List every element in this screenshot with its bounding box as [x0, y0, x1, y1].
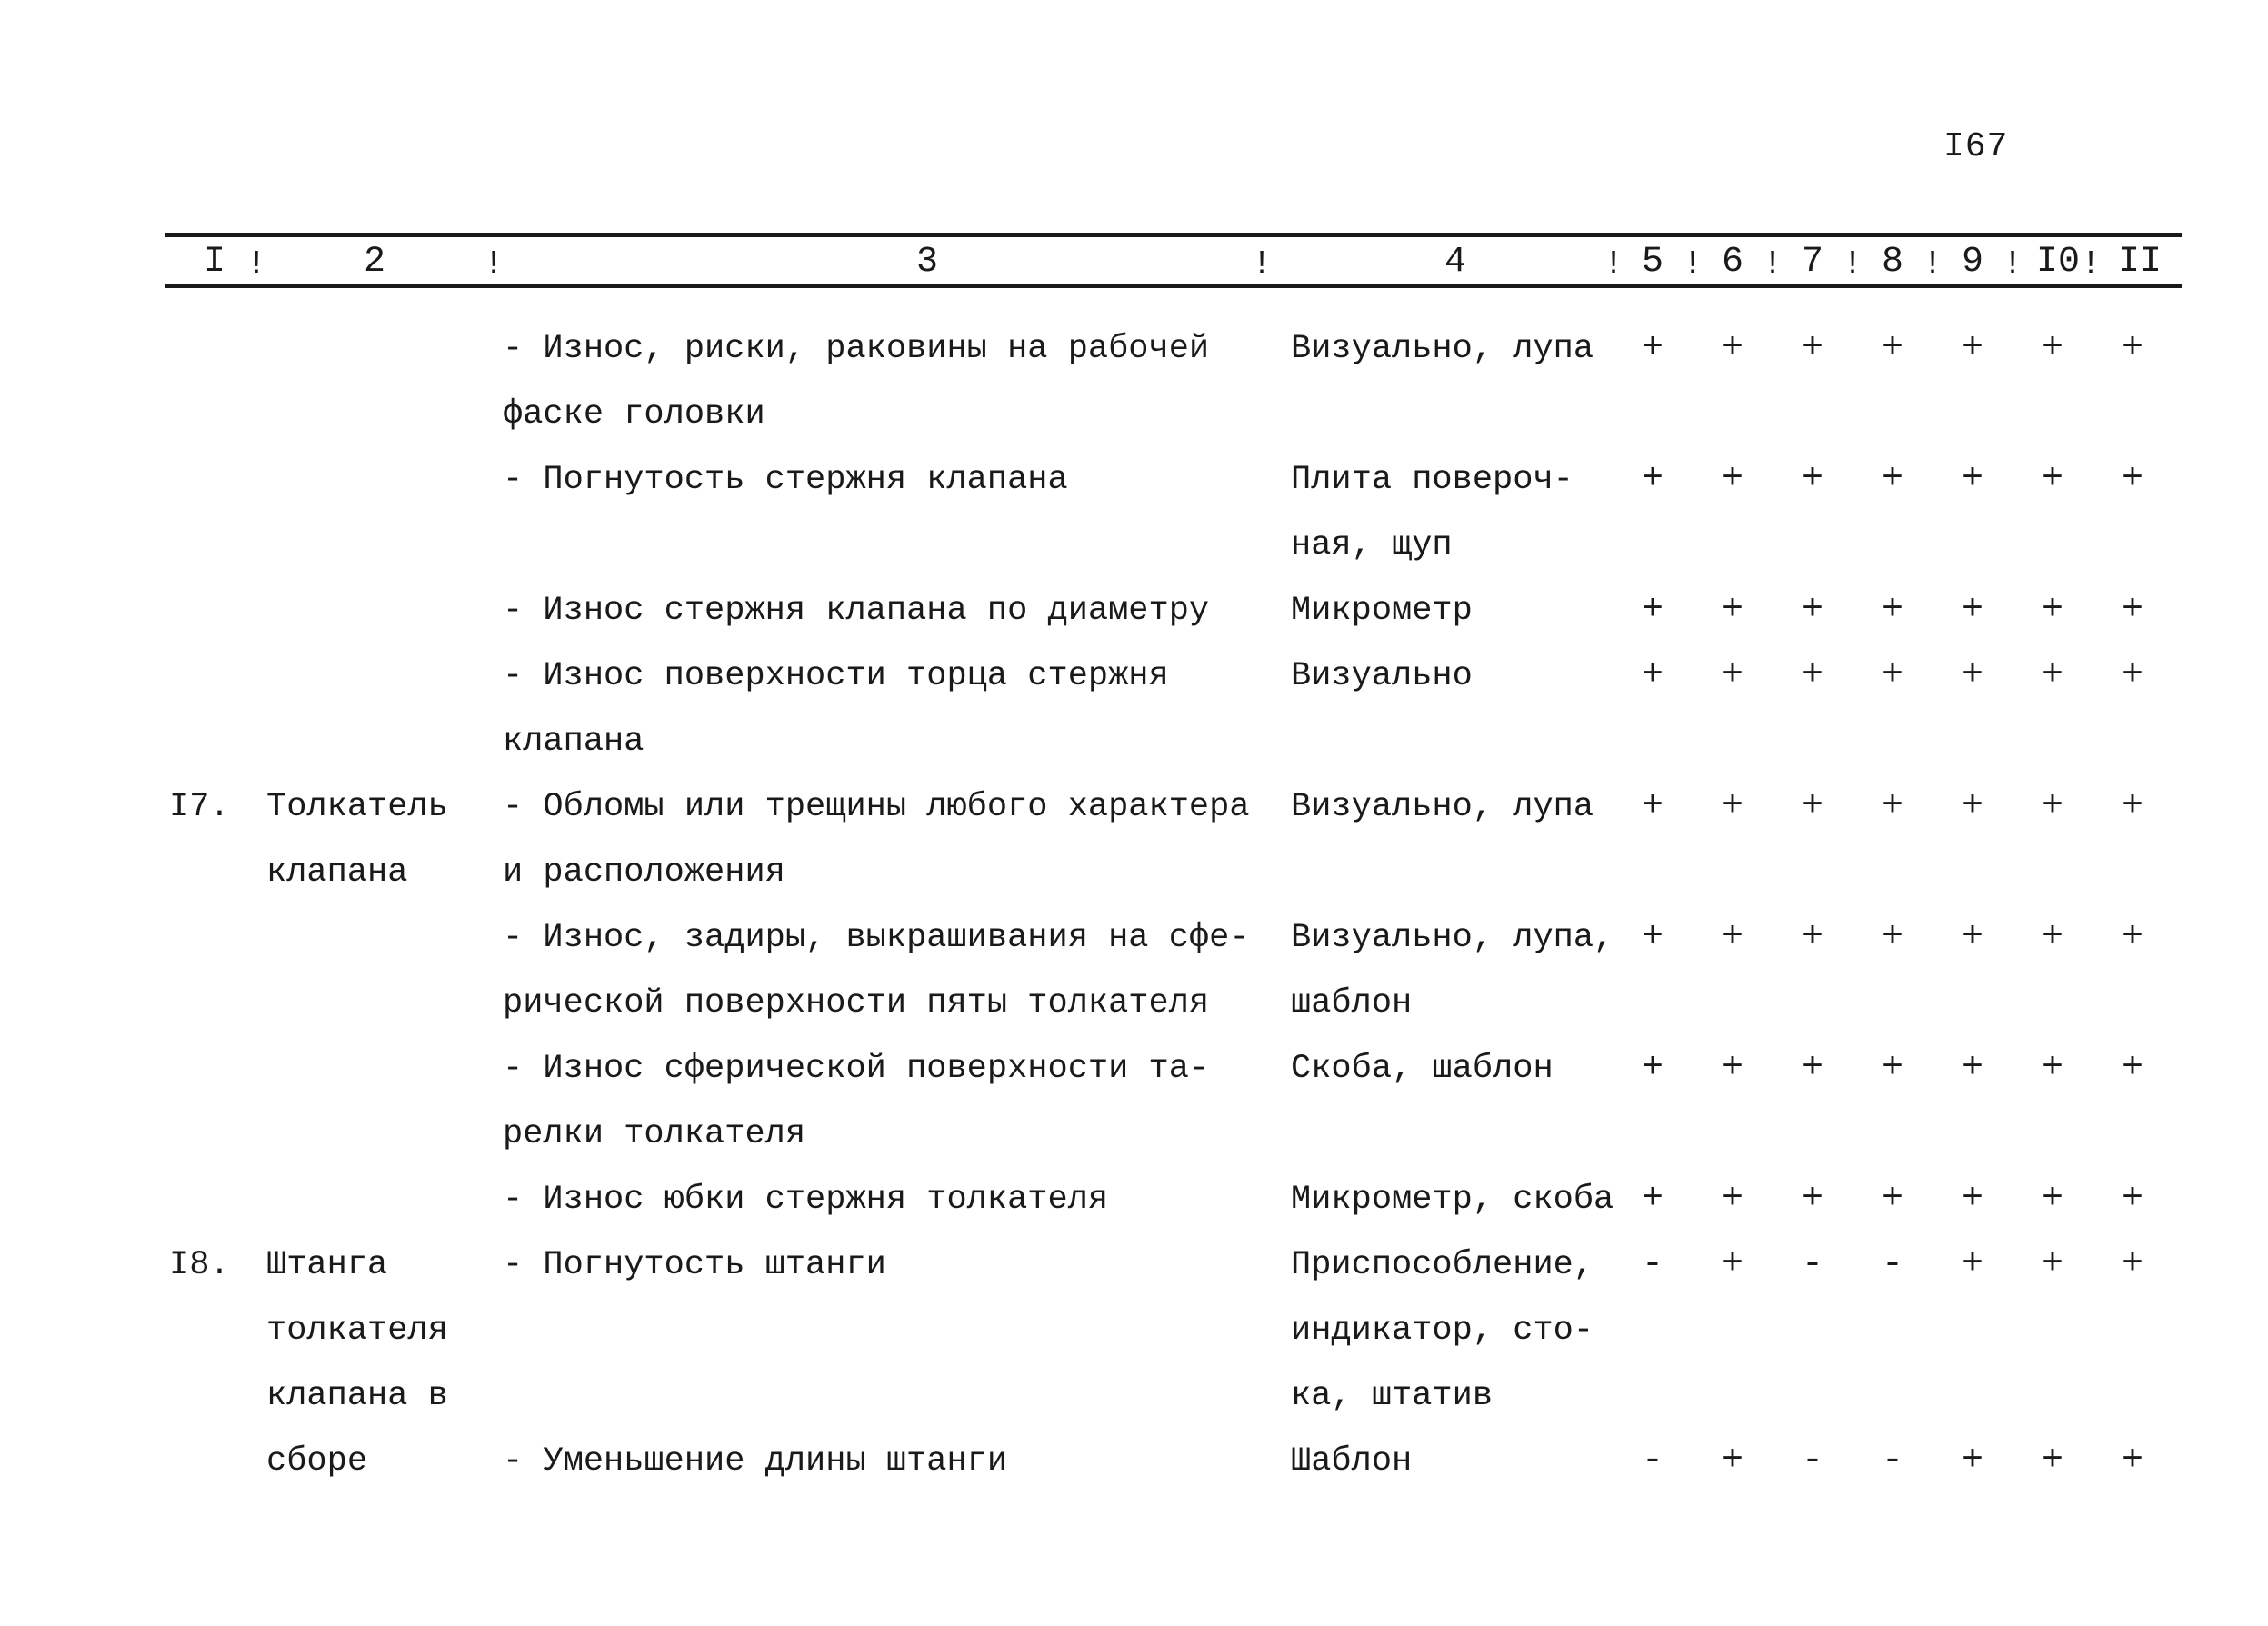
applicability-mark-col-5: + — [1641, 1048, 1664, 1089]
applicability-mark-col-10: + — [2041, 590, 2064, 631]
inspection-method: Микрометр, скоба — [1291, 1181, 1614, 1219]
applicability-mark-col-11: + — [2121, 786, 2144, 827]
applicability-mark-col-5: + — [1641, 655, 1664, 696]
applicability-mark-col-6: + — [1721, 786, 1744, 827]
applicability-mark-col-7: + — [1801, 917, 1824, 958]
part-name: толкателя — [266, 1312, 448, 1350]
inspection-method: ка, штатив — [1291, 1377, 1494, 1415]
applicability-mark-col-9: + — [1961, 1244, 1984, 1285]
header-col-8: 8 — [1881, 242, 1904, 283]
applicability-mark-col-5: + — [1641, 459, 1664, 500]
item-number: I7. — [169, 788, 230, 826]
header-separator: ! — [1683, 245, 1703, 283]
applicability-mark-col-6: + — [1721, 459, 1744, 500]
applicability-mark-col-6: + — [1721, 655, 1744, 696]
applicability-mark-col-10: + — [2041, 1048, 2064, 1089]
applicability-mark-col-6: + — [1721, 1048, 1744, 1089]
table-header-rule — [165, 284, 2182, 288]
defect-description: - Износ поверхности торца стержня — [503, 657, 1169, 695]
applicability-mark-col-9: + — [1961, 459, 1984, 500]
header-separator: ! — [484, 245, 504, 283]
applicability-mark-col-5: + — [1641, 917, 1664, 958]
applicability-mark-col-9: + — [1961, 1048, 1984, 1089]
inspection-method: Визуально, лупа — [1291, 788, 1594, 826]
applicability-mark-col-8: - — [1881, 1441, 1904, 1481]
header-col-11: II — [2117, 242, 2163, 283]
inspection-method: Визуально, лупа, — [1291, 919, 1614, 957]
header-col-4: 4 — [1444, 242, 1467, 283]
applicability-mark-col-7: + — [1801, 1048, 1824, 1089]
header-separator: ! — [1252, 245, 1272, 283]
defect-description: фаске головки — [503, 395, 765, 434]
applicability-mark-col-5: - — [1641, 1244, 1664, 1285]
defect-description: - Износ, риски, раковины на рабочей — [503, 330, 1210, 368]
table-top-rule — [165, 233, 2182, 237]
inspection-method: Микрометр — [1291, 592, 1473, 630]
page-number: I67 — [1943, 127, 2009, 166]
defect-description: релки толкателя — [503, 1115, 806, 1153]
applicability-mark-col-6: + — [1721, 590, 1744, 631]
applicability-mark-col-5: + — [1641, 328, 1664, 369]
applicability-mark-col-11: + — [2121, 1048, 2144, 1089]
header-col-10: I0 — [2035, 242, 2081, 283]
applicability-mark-col-8: - — [1881, 1244, 1904, 1285]
applicability-mark-col-8: + — [1881, 590, 1904, 631]
header-col-2: 2 — [363, 242, 386, 283]
defect-description: - Износ, задиры, выкрашивания на сфе- — [503, 919, 1250, 957]
applicability-mark-col-7: + — [1801, 590, 1824, 631]
applicability-mark-col-11: + — [2121, 1179, 2144, 1220]
applicability-mark-col-10: + — [2041, 1244, 2064, 1285]
applicability-mark-col-10: + — [2041, 328, 2064, 369]
defect-description: клапана — [503, 723, 644, 761]
inspection-method: Шаблон — [1291, 1442, 1413, 1481]
header-separator: ! — [1763, 245, 1783, 283]
applicability-mark-col-11: + — [2121, 459, 2144, 500]
applicability-mark-col-10: + — [2041, 459, 2064, 500]
applicability-mark-col-8: + — [1881, 917, 1904, 958]
inspection-method: ная, щуп — [1291, 526, 1453, 564]
applicability-mark-col-7: + — [1801, 459, 1824, 500]
inspection-method: шаблон — [1291, 984, 1413, 1022]
defect-description: - Погнутость стержня клапана — [503, 461, 1068, 499]
applicability-mark-col-11: + — [2121, 655, 2144, 696]
header-col-3: 3 — [915, 242, 939, 283]
applicability-mark-col-9: + — [1961, 655, 1984, 696]
applicability-mark-col-9: + — [1961, 328, 1984, 369]
applicability-mark-col-7: + — [1801, 655, 1824, 696]
applicability-mark-col-8: + — [1881, 1179, 1904, 1220]
defect-description: и расположения — [503, 853, 785, 892]
applicability-mark-col-6: + — [1721, 1179, 1744, 1220]
applicability-mark-col-7: + — [1801, 1179, 1824, 1220]
inspection-method: Приспособление, — [1291, 1246, 1594, 1284]
applicability-mark-col-9: + — [1961, 786, 1984, 827]
header-separator: ! — [2081, 245, 2101, 283]
defect-description: рической поверхности пяты толкателя — [503, 984, 1210, 1022]
applicability-mark-col-8: + — [1881, 655, 1904, 696]
applicability-mark-col-8: + — [1881, 786, 1904, 827]
inspection-method: Визуально, лупа — [1291, 330, 1594, 368]
header-separator: ! — [1843, 245, 1863, 283]
applicability-mark-col-10: + — [2041, 1441, 2064, 1481]
applicability-mark-col-11: + — [2121, 1244, 2144, 1285]
applicability-mark-col-8: + — [1881, 328, 1904, 369]
applicability-mark-col-11: + — [2121, 1441, 2144, 1481]
part-name: клапана — [266, 853, 408, 892]
part-name: клапана в — [266, 1377, 448, 1415]
applicability-mark-col-5: + — [1641, 590, 1664, 631]
part-name: сборе — [266, 1442, 368, 1481]
applicability-mark-col-10: + — [2041, 1179, 2064, 1220]
inspection-method: Плита повероч- — [1291, 461, 1574, 499]
applicability-mark-col-9: + — [1961, 1441, 1984, 1481]
inspection-method: индикатор, сто- — [1291, 1312, 1594, 1350]
header-separator: ! — [1923, 245, 1943, 283]
header-col-7: 7 — [1801, 242, 1824, 283]
applicability-mark-col-10: + — [2041, 786, 2064, 827]
applicability-mark-col-7: + — [1801, 786, 1824, 827]
header-separator: ! — [1604, 245, 1624, 283]
defect-description: - Износ сферической поверхности та- — [503, 1050, 1210, 1088]
applicability-mark-col-7: - — [1801, 1244, 1824, 1285]
defect-description: - Погнутость штанги — [503, 1246, 886, 1284]
defect-description: - Обломы или трещины любого характера — [503, 788, 1250, 826]
applicability-mark-col-6: + — [1721, 917, 1744, 958]
applicability-mark-col-8: + — [1881, 1048, 1904, 1089]
applicability-mark-col-9: + — [1961, 1179, 1984, 1220]
applicability-mark-col-11: + — [2121, 590, 2144, 631]
applicability-mark-col-11: + — [2121, 328, 2144, 369]
header-col-6: 6 — [1721, 242, 1744, 283]
applicability-mark-col-9: + — [1961, 917, 1984, 958]
applicability-mark-col-9: + — [1961, 590, 1984, 631]
applicability-mark-col-5: + — [1641, 786, 1664, 827]
applicability-mark-col-8: + — [1881, 459, 1904, 500]
applicability-mark-col-6: + — [1721, 1441, 1744, 1481]
defect-description: - Износ юбки стержня толкателя — [503, 1181, 1109, 1219]
header-col-1: I — [203, 242, 226, 283]
defect-description: - Уменьшение длины штанги — [503, 1442, 1008, 1481]
applicability-mark-col-7: + — [1801, 328, 1824, 369]
part-name: Штанга — [266, 1246, 388, 1284]
applicability-mark-col-10: + — [2041, 917, 2064, 958]
item-number: I8. — [169, 1246, 230, 1284]
applicability-mark-col-11: + — [2121, 917, 2144, 958]
header-separator: ! — [246, 245, 266, 283]
applicability-mark-col-7: - — [1801, 1441, 1824, 1481]
defect-description: - Износ стержня клапана по диаметру — [503, 592, 1210, 630]
applicability-mark-col-5: + — [1641, 1179, 1664, 1220]
applicability-mark-col-10: + — [2041, 655, 2064, 696]
inspection-method: Визуально — [1291, 657, 1473, 695]
header-col-9: 9 — [1961, 242, 1984, 283]
inspection-method: Скоба, шаблон — [1291, 1050, 1554, 1088]
applicability-mark-col-6: + — [1721, 328, 1744, 369]
header-separator: ! — [2003, 245, 2023, 283]
part-name: Толкатель — [266, 788, 448, 826]
applicability-mark-col-5: - — [1641, 1441, 1664, 1481]
applicability-mark-col-6: + — [1721, 1244, 1744, 1285]
header-col-5: 5 — [1641, 242, 1664, 283]
